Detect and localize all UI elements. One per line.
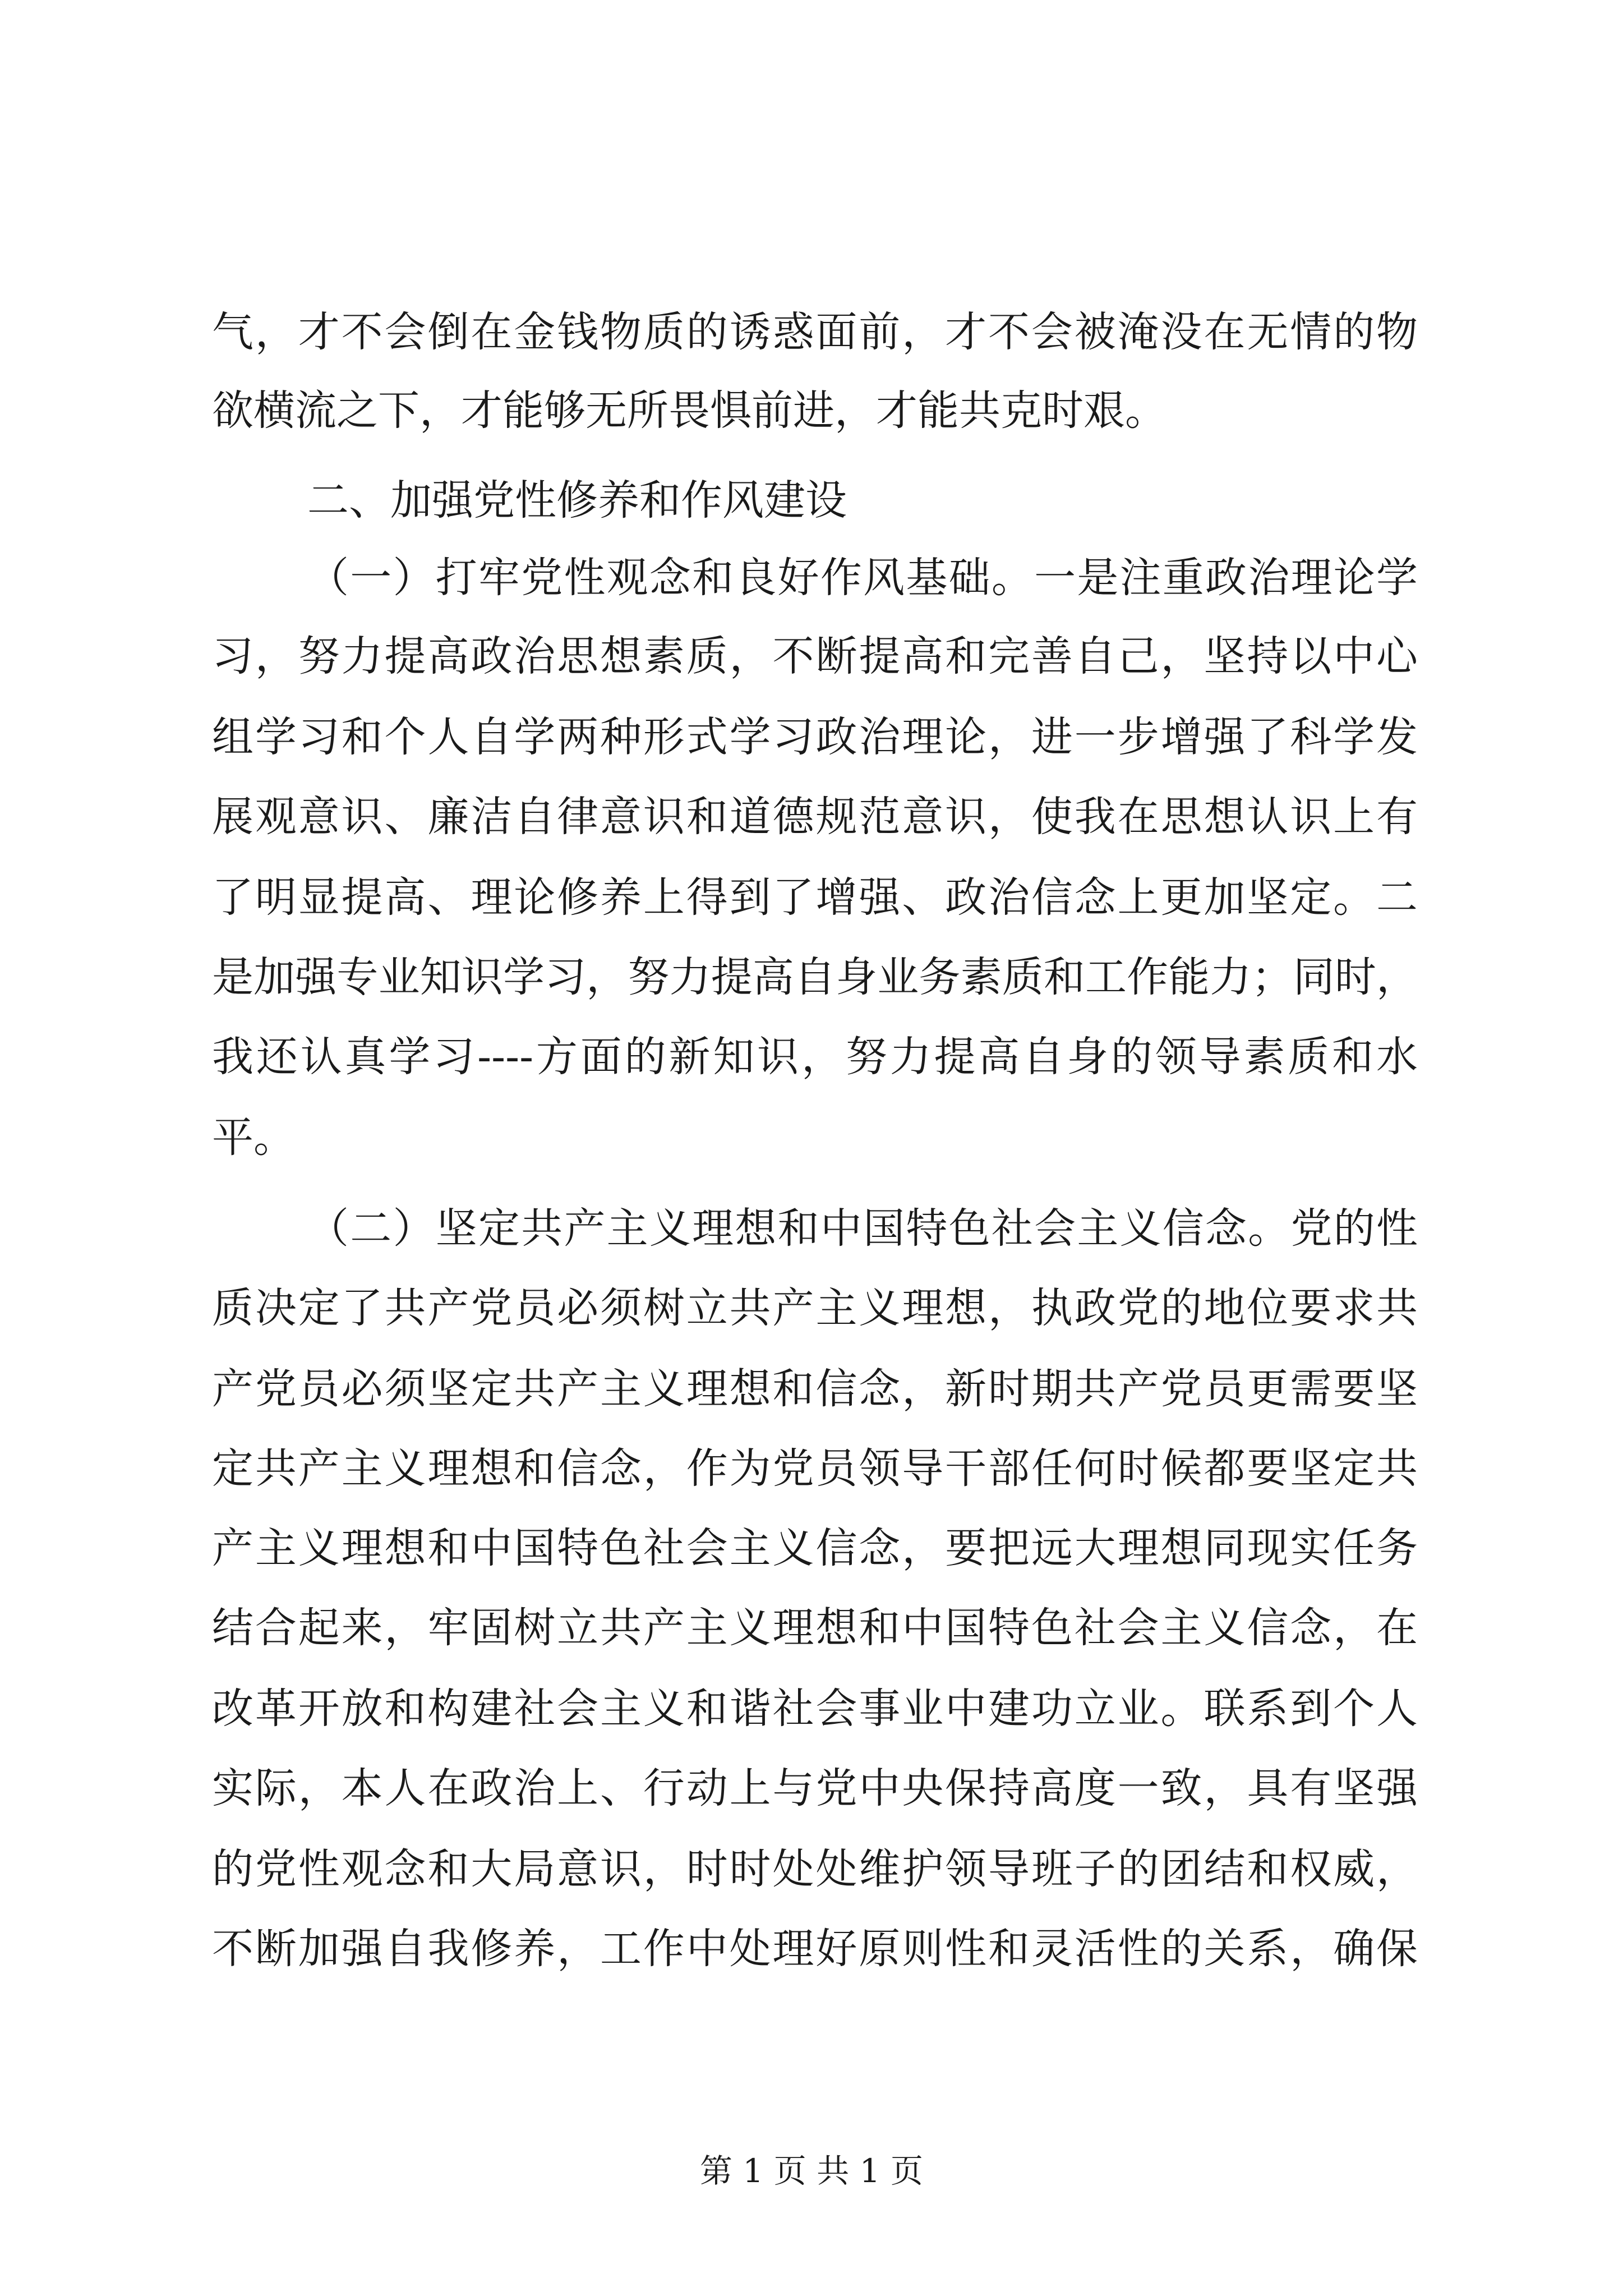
body-text-line: 改革开放和构建社会主义和谐社会事业中建功立业。联系到个人 xyxy=(212,1685,1418,1733)
body-text-line: 了明显提高、理论修养上得到了增强、政治信念上更加坚定。二 xyxy=(212,873,1418,922)
body-text-line: 产党员必须坚定共产主义理想和信念，新时期共产党员更需要坚 xyxy=(212,1365,1418,1413)
body-text-line: 欲横流之下，才能够无所畏惧前进，才能共克时艰。 xyxy=(212,386,1166,435)
body-text-line: 习，努力提高政治思想素质，不断提高和完善自己，坚持以中心 xyxy=(212,632,1418,680)
body-text-line: 定共产主义理想和信念，作为党员领导干部任何时候都要坚定共 xyxy=(212,1444,1418,1493)
paragraph-first-line: （二）坚定共产主义理想和中国特色社会主义信念。党的性 xyxy=(307,1204,1418,1253)
body-text-line: 展观意识、廉洁自律意识和道德规范意识，使我在思想认识上有 xyxy=(212,793,1418,841)
body-text-line: 质决定了共产党员必须树立共产主义理想，执政党的地位要求共 xyxy=(212,1284,1418,1332)
page-footer: 第 1 页 共 1 页 xyxy=(700,2152,923,2190)
section-heading: 二、加强党性修养和作风建设 xyxy=(307,476,847,524)
body-text-line: 的党性观念和大局意识，时时处处维护领导班子的团结和权威， xyxy=(212,1845,1418,1893)
body-text-line: 实际，本人在政治上、行动上与党中央保持高度一致，具有坚强 xyxy=(212,1764,1418,1812)
body-text-line: 产主义理想和中国特色社会主义信念，要把远大理想同现实任务 xyxy=(212,1524,1418,1572)
body-text-line: 是加强专业知识学习，努力提高自身业务素质和工作能力；同时， xyxy=(212,953,1418,1001)
body-text-line: 气，才不会倒在金钱物质的诱惑面前，才不会被淹没在无情的物 xyxy=(212,308,1418,356)
paragraph-first-line: （一）打牢党性观念和良好作风基础。一是注重政治理论学 xyxy=(307,554,1418,602)
body-text-line: 结合起来，牢固树立共产主义理想和中国特色社会主义信念，在 xyxy=(212,1604,1418,1652)
body-text-line: 不断加强自我修养，工作中处理好原则性和灵活性的关系，确保 xyxy=(212,1925,1418,1973)
body-text-line: 我还认真学习----方面的新知识，努力提高自身的领导素质和水 xyxy=(212,1033,1418,1081)
body-text-line: 平。 xyxy=(212,1114,295,1162)
body-text-line: 组学习和个人自学两种形式学习政治理论，进一步增强了科学发 xyxy=(212,713,1418,761)
